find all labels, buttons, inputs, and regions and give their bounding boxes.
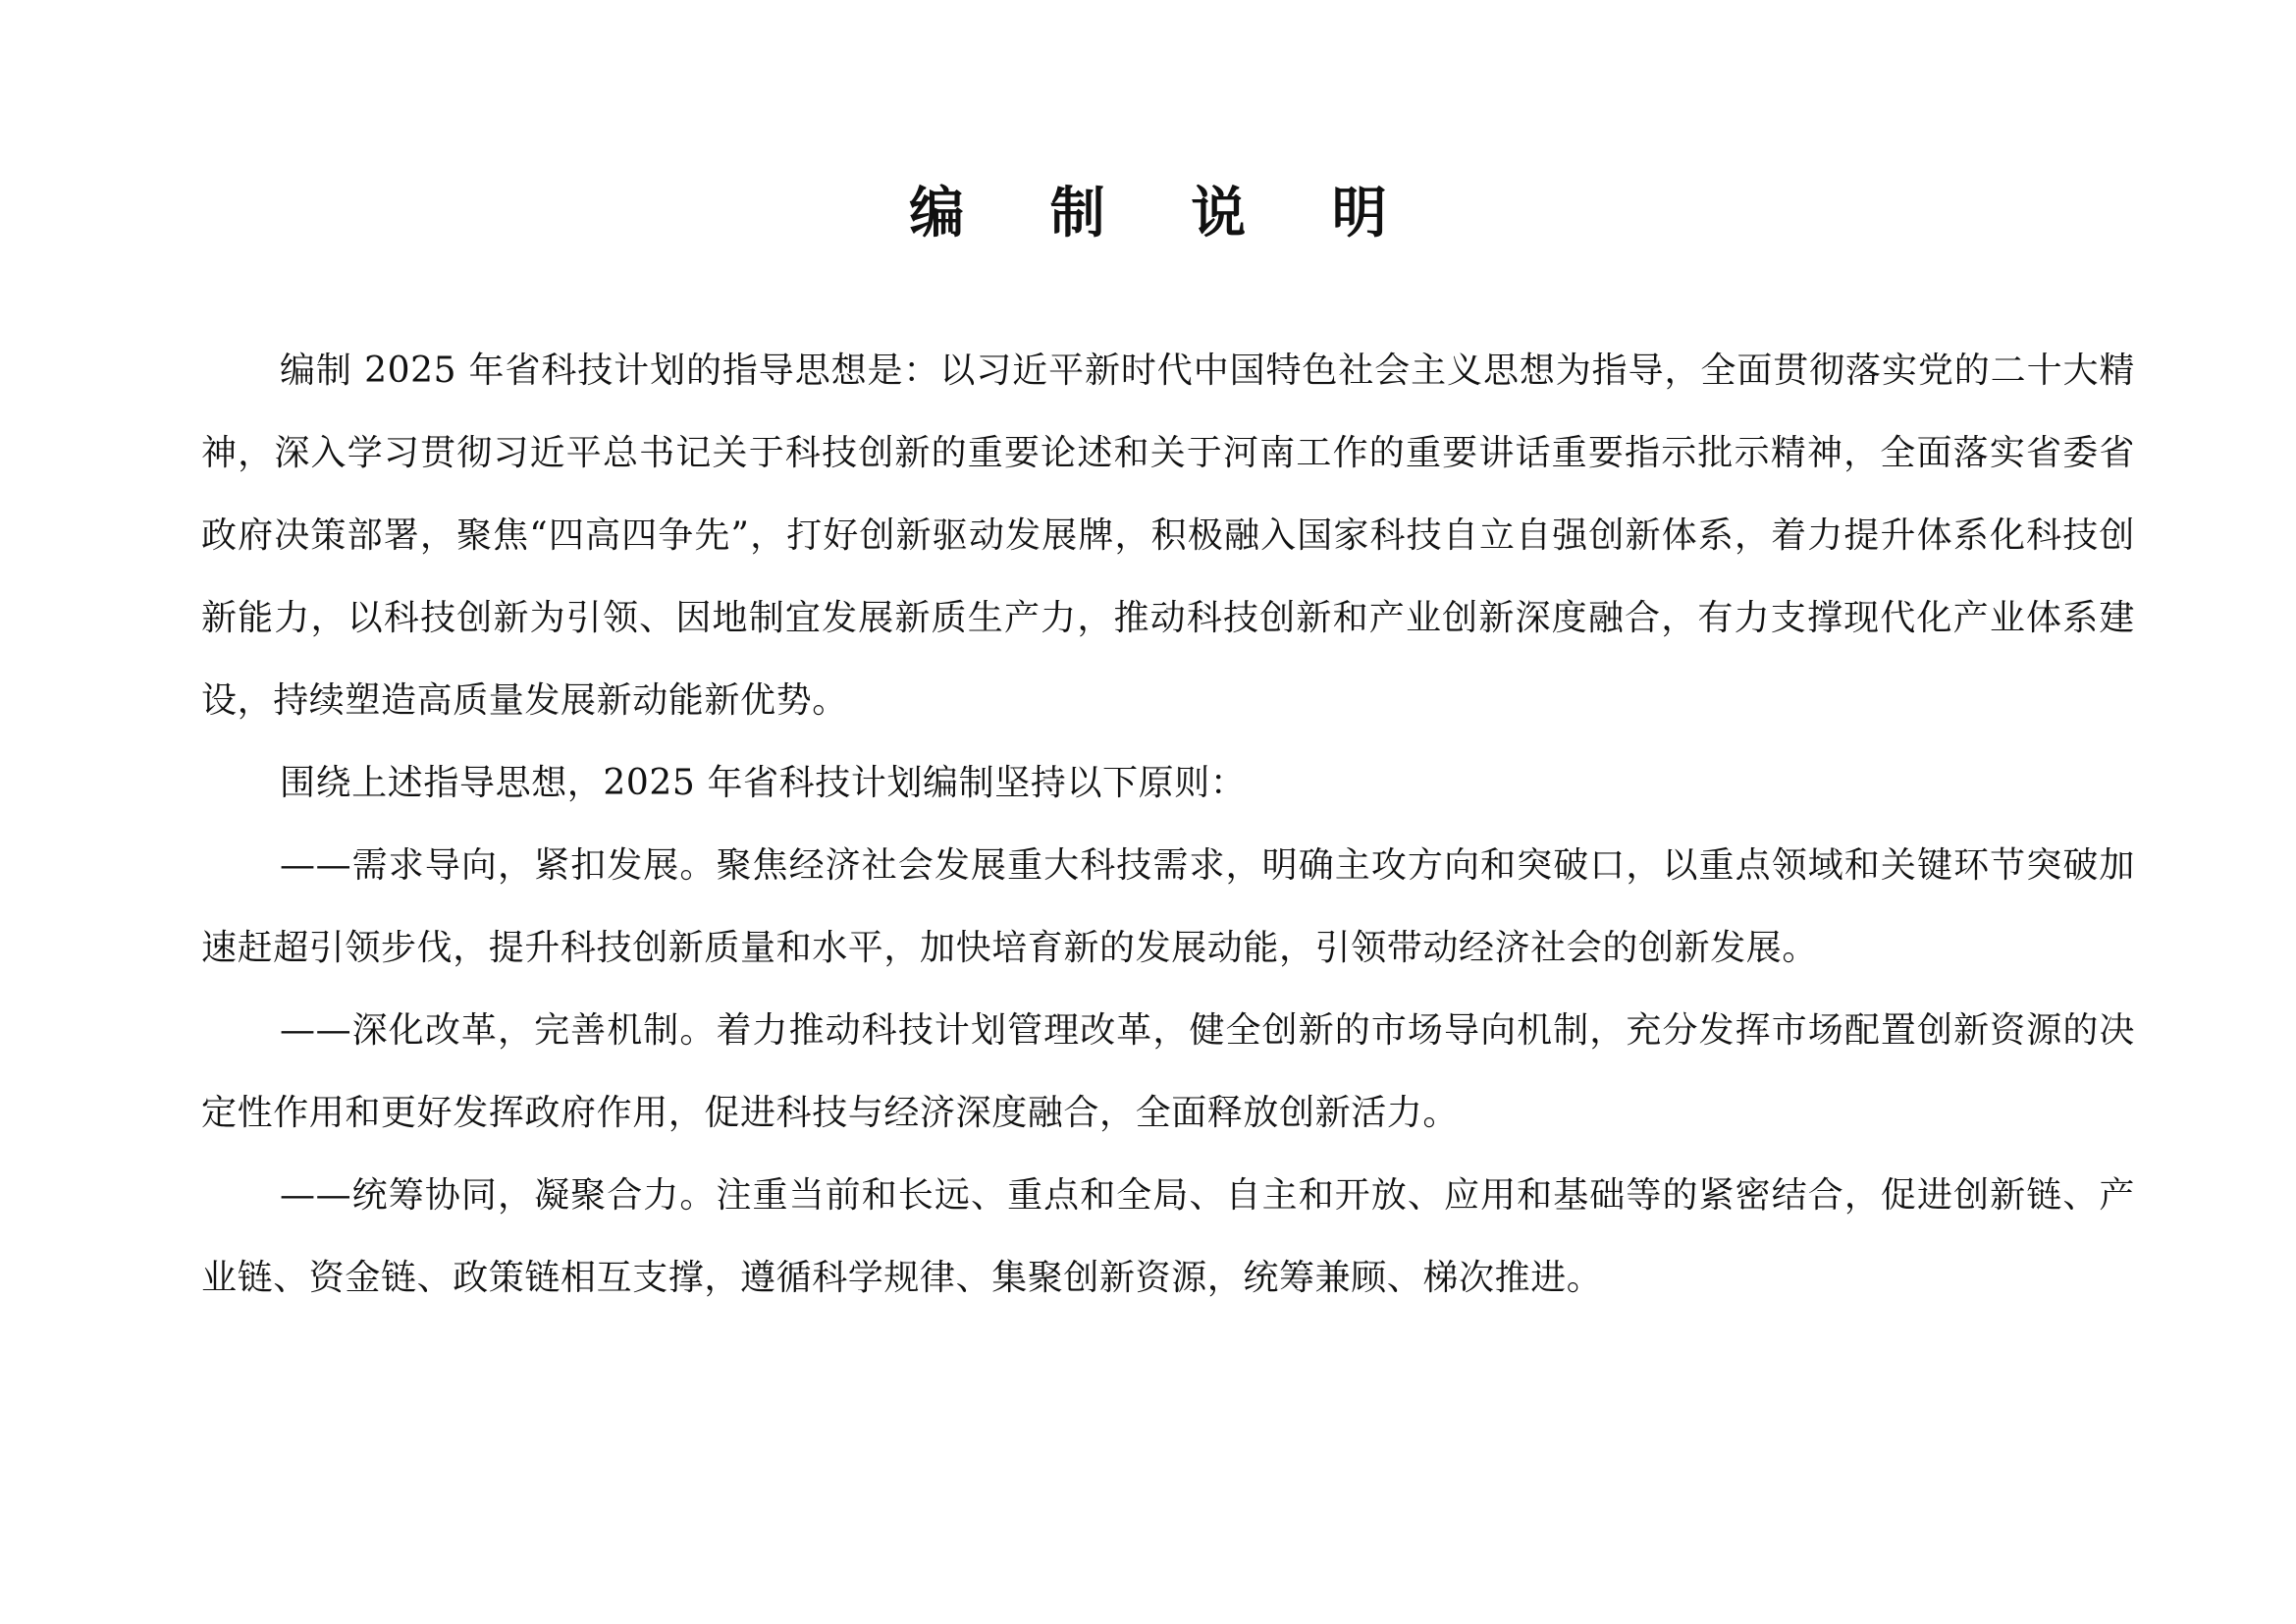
document-body bbox=[201, 330, 2135, 1320]
paragraph-guiding-thought: 编制 2025 年省科技计划的指导思想是：以习近平新时代中国特色社会主义思想为指导，全面贯彻落实党的二十大精神，深入学习贯彻习近平总书记关于科技创新的重要论述和关于河南工作的重要讲话重要指示批示精神，全面落实省委省政府决策部署，聚焦“四高四争先”，打好创新驱动发展牌，积极融入国家科技自立自强创新体系，着力提升体系化科技创新能力，以科技创新为引领、因地制宜发展新质生产力，推动科技创新和产业创新深度融合，有力支撑现代化产业体系建设，持续塑造高质量发展新动能新优势。 bbox=[201, 351, 2135, 721]
paragraph-principle-demand: ——需求导向，紧扣发展。聚焦经济社会发展重大科技需求，明确主攻方向和突破口，以重点领域和关键环节突破加速赶超引领步伐，提升科技创新质量和水平，加快培育新的发展动能，引领带动经济社会的创新发展。 bbox=[201, 845, 2135, 968]
paragraph-principle-coordination: ——统筹协同，凝聚合力。注重当前和长远、重点和全局、自主和开放、应用和基础等的紧密结合，促进创新链、产业链、资金链、政策链相互支撑，遵循科学规律、集聚创新资源，统筹兼顾、梯次推进。 bbox=[201, 1175, 2135, 1298]
paragraph-principles-intro: 围绕上述指导思想，2025 年省科技计划编制坚持以下原则： bbox=[280, 763, 1247, 803]
paragraph-principle-reform: ——深化改革，完善机制。着力推动科技计划管理改革，健全创新的市场导向机制，充分发挥市场配置创新资源的决定性作用和更好发挥政府作用，促进科技与经济深度融合，全面释放创新活力。 bbox=[201, 1010, 2135, 1133]
document-title: 编 制 说 明 bbox=[909, 182, 1420, 245]
